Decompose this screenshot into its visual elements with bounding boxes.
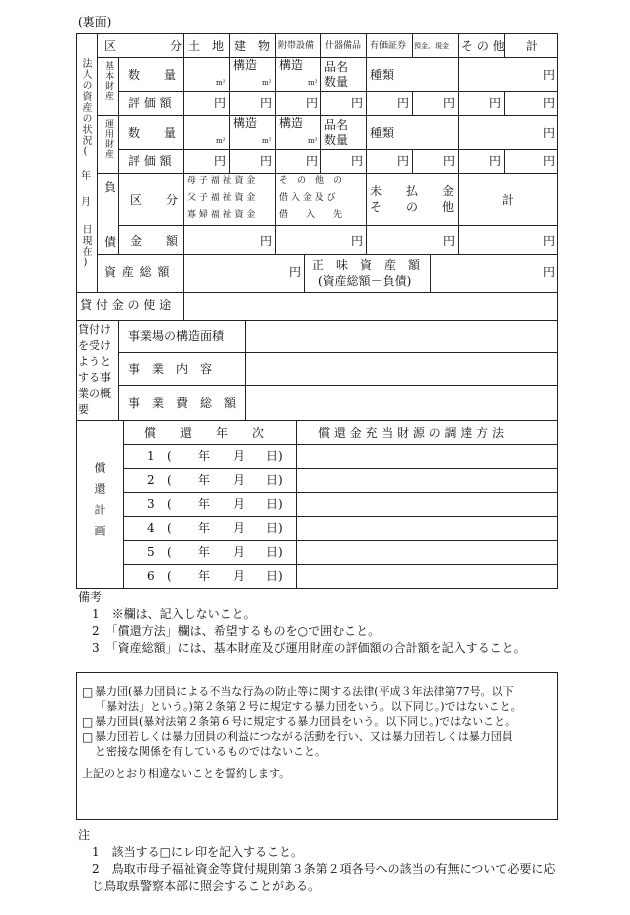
yen-unit: 円	[543, 265, 556, 279]
yen-unit: 円	[260, 234, 273, 248]
yen-unit: 円	[289, 265, 302, 279]
month-unit: 月	[233, 497, 246, 511]
yen-unit: 円	[351, 234, 364, 248]
overview-side-5: 業の概	[78, 387, 111, 400]
yen-unit: 円	[260, 96, 273, 110]
note-1: 1 該当する□にレ印を記入すること。	[92, 845, 303, 859]
funding-method-header: 償 還 金 充 当 財 源 の 調 達 方 法	[318, 426, 504, 440]
repay-year-header: 償 還 年 次	[144, 426, 265, 440]
day-unit: 日)	[266, 545, 283, 559]
remarks-title: 備考	[78, 590, 103, 604]
header-deposits: 預金、現金	[414, 42, 449, 50]
liab-kubun-label: 区 分	[130, 193, 179, 207]
yen-unit: 円	[351, 96, 364, 110]
unit-sqm: m²	[216, 137, 226, 145]
month-unit: 月	[233, 545, 246, 559]
fund-3-label: 寡 婦 福 祉 資 金	[187, 210, 256, 220]
checkbox-2[interactable]: □	[82, 715, 94, 729]
repay-num: 6	[147, 569, 155, 583]
item-name-label: 品名	[324, 60, 349, 74]
unit-sqm: m²	[262, 79, 272, 87]
remark-item: 2 「償還方法」欄は、希望するものを○で囲むこと。	[92, 624, 381, 638]
paren: (	[167, 545, 172, 559]
month-unit: 月	[233, 521, 246, 535]
yen-unit: 円	[214, 96, 227, 110]
day-unit: 日)	[266, 521, 283, 535]
pledge-statement: 上記のとおり相違ないことを誓約します。	[82, 767, 291, 780]
pledge-clause-1a: 暴力団(暴力団員による不当な行為の防止等に関する法律(平成３年法律第77号。以下	[95, 685, 514, 698]
other-label: そ の 他	[370, 200, 455, 214]
yen-unit: 円	[489, 154, 502, 168]
paren: (	[167, 473, 172, 487]
yen-unit: 円	[351, 154, 364, 168]
year-unit: 年	[198, 569, 211, 583]
overview-side-2: を受け	[78, 339, 111, 352]
yen-unit: 円	[443, 154, 456, 168]
net-assets-formula: (資産総額－負債)	[318, 274, 412, 288]
assets-status-label: 法人の資産の状況(	[80, 58, 91, 158]
basic-property-label: 基本財産	[103, 61, 113, 101]
business-cost-label: 事 業 費 総 額	[128, 396, 237, 410]
day-unit: 日)	[266, 473, 283, 487]
header-land: 土 地	[188, 39, 225, 53]
note-2a: 2 鳥取市母子福祉資金等貸付規則第３条第２項各号への該当の有無について必要に応	[92, 862, 556, 876]
day-current-label: 日現在)	[80, 224, 91, 269]
kind-label: 種類	[370, 68, 395, 82]
loan-use-label: 貸 付 金 の 使 途	[80, 298, 172, 312]
checkbox-1[interactable]: □	[82, 685, 94, 699]
paren: (	[167, 449, 172, 463]
paren: (	[167, 497, 172, 511]
overview-side-4: する事	[78, 371, 111, 384]
checkbox-3[interactable]: □	[82, 730, 94, 744]
yen-unit: 円	[260, 154, 273, 168]
header-building: 建 物	[234, 39, 271, 53]
remark-item: 1 ※欄は、記入しないこと。	[92, 607, 256, 621]
unpaid-label: 未 払 金	[370, 184, 455, 198]
other-borrow-2: 借 入 金 及 び	[279, 193, 336, 203]
structure-label: 構造	[279, 116, 304, 130]
operating-quantity-label: 数 量	[128, 126, 177, 140]
unit-sqm: m²	[308, 137, 318, 145]
yen-unit: 円	[443, 96, 456, 110]
note-2b: じ鳥取県警察本部に照会することがある。	[92, 879, 321, 893]
overview-side-1: 貸付け	[78, 323, 111, 336]
basic-valuation-label: 評 価 額	[128, 96, 172, 110]
paren: (	[167, 569, 172, 583]
overview-side-6: 要	[78, 403, 89, 416]
net-assets-label: 正 味 資 産 額	[312, 258, 421, 272]
unit-sqm: m²	[216, 79, 226, 87]
business-content-label: 事 業 内 容	[128, 362, 213, 376]
unit-sqm: m²	[262, 137, 272, 145]
basic-quantity-label: 数 量	[128, 68, 177, 82]
liab-amount-label: 金 額	[130, 234, 179, 248]
operating-property-label: 運用財産	[103, 119, 113, 159]
yen-unit: 円	[397, 154, 410, 168]
yen-unit: 円	[543, 126, 556, 140]
year-label: 年	[81, 171, 91, 182]
pledge-clause-3b: と密接な関係を有しているものではないこと。	[95, 745, 326, 758]
month-unit: 月	[233, 569, 246, 583]
header-attached: 附帯設備	[278, 41, 315, 51]
yen-unit: 円	[543, 154, 556, 168]
item-qty-label: 数量	[324, 133, 349, 147]
overview-side-3: ようと	[78, 355, 111, 368]
header-securities: 有価証券	[370, 41, 407, 51]
structure-label: 構造	[233, 116, 258, 130]
other-borrow-3: 借 入 先	[279, 210, 343, 220]
year-unit: 年	[198, 521, 211, 535]
repay-num: 1	[147, 449, 155, 463]
unit-sqm: m²	[308, 79, 318, 87]
yen-unit: 円	[214, 154, 227, 168]
year-unit: 年	[198, 473, 211, 487]
remark-item: 3 「資産総額」には、基本財産及び運用財産の評価額の合計額を記入すること。	[92, 641, 526, 655]
structure-label: 構造	[279, 58, 304, 72]
pledge-clause-2: 暴力団員(暴対法第２条第６号に規定する暴力団員をいう。以下同じ。)ではないこと。	[95, 715, 517, 728]
repay-num: 2	[147, 473, 155, 487]
total-assets-label: 資 産 総 額	[104, 265, 171, 279]
year-unit: 年	[198, 497, 211, 511]
header-kubun: 区	[104, 39, 117, 53]
day-unit: 日)	[266, 449, 283, 463]
month-unit: 月	[233, 449, 246, 463]
header-total: 計	[526, 39, 539, 53]
yen-unit: 円	[543, 96, 556, 110]
pledge-clause-3a: 暴力団若しくは暴力団員の利益につながる活動を行い、又は暴力団若しくは暴力団員	[95, 730, 513, 743]
notes-title: 注	[78, 828, 91, 842]
structure-area-label: 事業場の構造面積	[128, 329, 225, 343]
header-kubun2: 分	[170, 39, 183, 53]
yen-unit: 円	[306, 154, 319, 168]
yen-unit: 円	[306, 96, 319, 110]
liabilities-label-2: 債	[104, 235, 117, 249]
yen-unit: 円	[397, 96, 410, 110]
month-label: 月	[81, 197, 91, 208]
fund-2-label: 父 子 福 祉 資 金	[187, 193, 256, 203]
repay-num: 4	[147, 521, 155, 535]
day-unit: 日)	[266, 569, 283, 583]
header-fixtures: 什器備品	[325, 41, 362, 51]
kind-label: 種類	[370, 126, 395, 140]
day-unit: 日)	[266, 497, 283, 511]
item-name-label: 品名	[324, 118, 349, 132]
year-unit: 年	[198, 545, 211, 559]
paren: (	[167, 521, 172, 535]
repay-num: 3	[147, 497, 155, 511]
yen-unit: 円	[489, 96, 502, 110]
item-qty-label: 数量	[324, 75, 349, 89]
liabilities-label-1: 負	[104, 180, 117, 194]
fund-1-label: 母 子 福 祉 資 金	[187, 176, 256, 186]
repayment-plan-label: 償還計画	[93, 462, 106, 546]
page-section-label: (裏面)	[78, 15, 112, 29]
month-unit: 月	[233, 473, 246, 487]
header-other: そ の 他	[461, 39, 505, 53]
pledge-clause-1b: 「暴対法」という。)第２条第２号に規定する暴力団をいう。以下同じ。)ではないこと。	[95, 700, 522, 713]
liab-total-label: 計	[502, 193, 515, 207]
yen-unit: 円	[443, 234, 456, 248]
year-unit: 年	[198, 449, 211, 463]
repay-num: 5	[147, 545, 155, 559]
structure-label: 構造	[233, 58, 258, 72]
other-borrow-1: そ の 他 の	[279, 176, 343, 186]
operating-valuation-label: 評 価 額	[128, 154, 172, 168]
yen-unit: 円	[543, 234, 556, 248]
yen-unit: 円	[543, 68, 556, 82]
